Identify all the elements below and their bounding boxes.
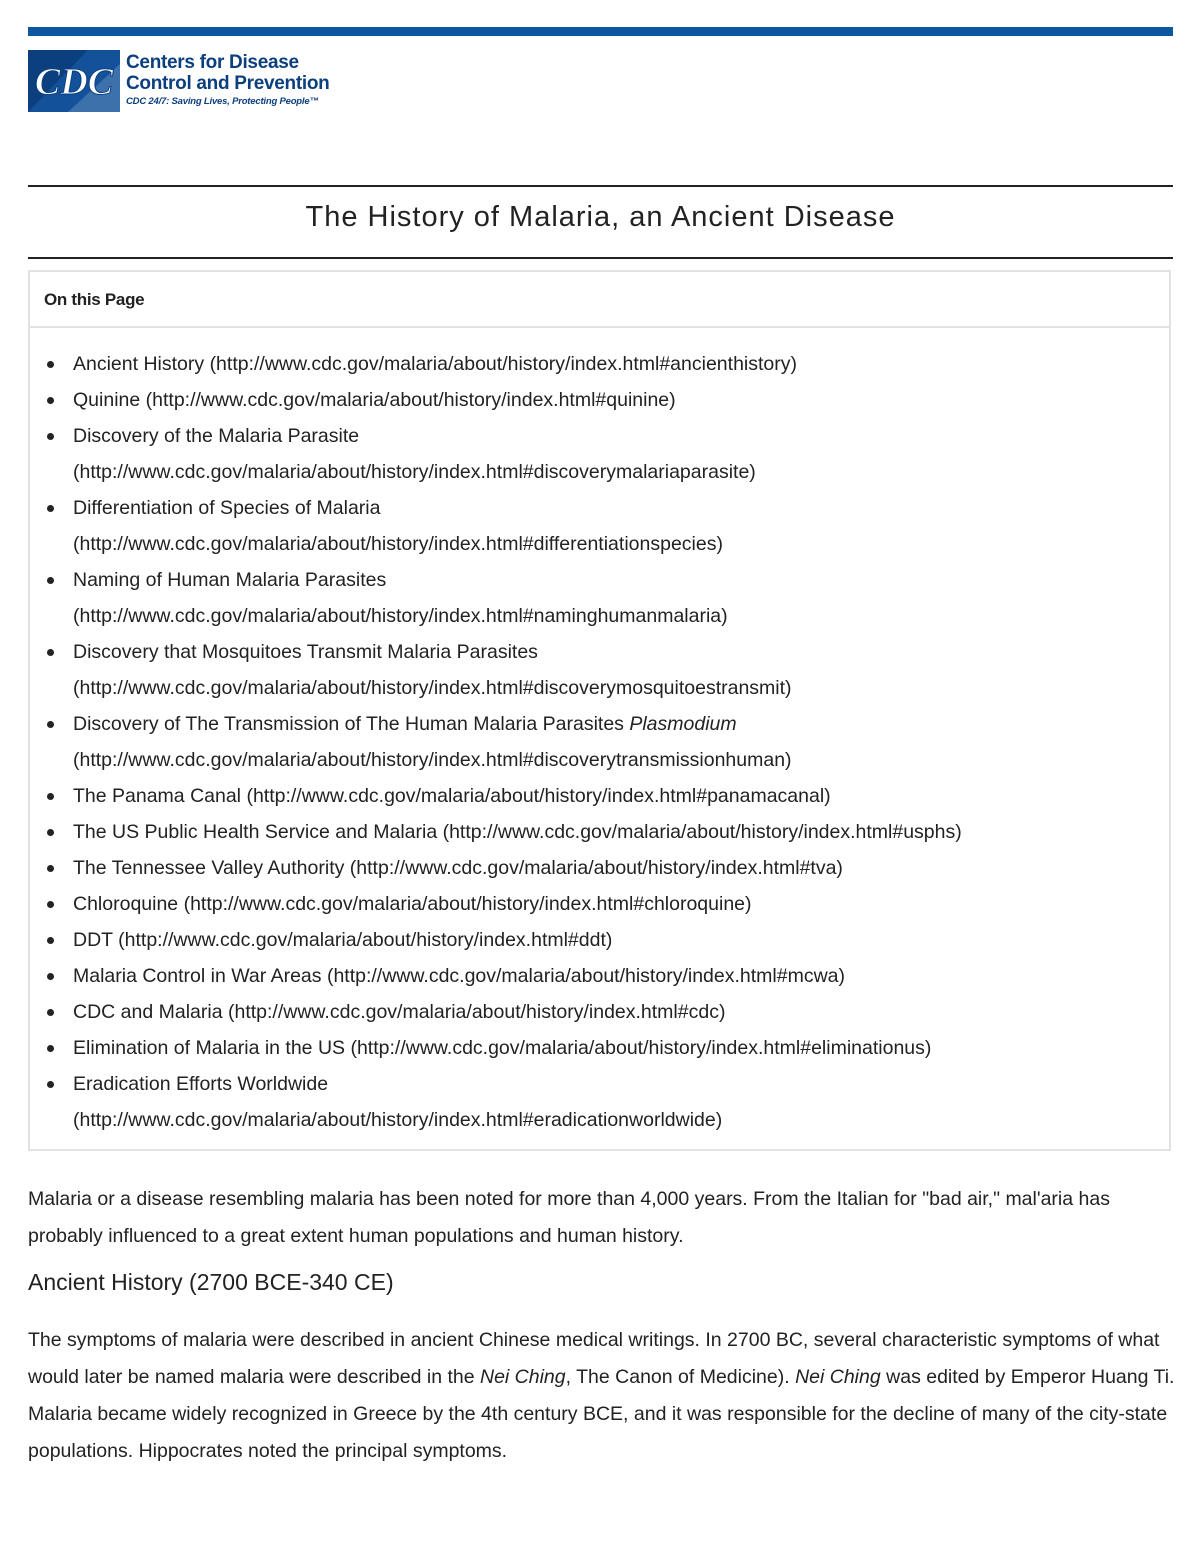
toc-link[interactable]: The Tennessee Valley Authority (http://www.cdc.gov/malaria/about/history/index.html#tva) (73, 857, 843, 879)
ancient-history-paragraph: The symptoms of malaria were described in ancient Chinese medical writings. In 2700 BC, several characteristic symptoms of what would later be named malaria were described in the Nei Ching, The Canon of Medicine). Nei Ching was edited by Emperor Huang Ti. Malaria became widely recognized in Greece by the 4th century BCE, and it was responsible for the decline of many of the city-state populations. Hippocrates noted the principal symptoms. (28, 1329, 1175, 1462)
toc-link[interactable]: Quinine (http://www.cdc.gov/malaria/about/history/index.html#quinine) (73, 389, 676, 411)
toc-item-quinine (30, 382, 1160, 418)
title-rule-bottom (28, 257, 1173, 259)
toc-link[interactable]: Naming of Human Malaria Parasites (http://www.cdc.gov/malaria/about/history/index.html#naminghumanmalaria) (73, 569, 728, 627)
page-title: The History of Malaria, an Ancient Disease (305, 201, 896, 233)
toc-link[interactable]: The Panama Canal (http://www.cdc.gov/malaria/about/history/index.html#panamacanal) (73, 785, 831, 807)
on-this-page-box (28, 270, 1171, 1151)
title-rule-top (28, 185, 1173, 187)
toc-link[interactable]: Chloroquine (http://www.cdc.gov/malaria/about/history/index.html#chloroquine) (73, 893, 752, 915)
toc-item-cdc (30, 994, 1160, 1030)
toc-link[interactable]: Eradication Efforts Worldwide (http://www.cdc.gov/malaria/about/history/index.html#eradicationworldwide) (73, 1073, 723, 1131)
section-heading-ancient-history: Ancient History (2700 BCE-340 CE) (28, 1269, 394, 1295)
top-brand-bar (28, 27, 1173, 36)
toc-item-ancient-history (30, 346, 1160, 382)
toc-item-panama-canal (30, 778, 1160, 814)
toc-link[interactable]: Discovery of the Malaria Parasite (http://www.cdc.gov/malaria/about/history/index.html#discoverymalariaparasite) (73, 425, 756, 483)
cdc-logo-mark (28, 50, 120, 112)
logo-line-2: Control and Prevention (126, 73, 330, 94)
toc-item-discovery-parasite (30, 418, 1160, 490)
toc-item-differentiation-species (30, 490, 1160, 562)
toc-link[interactable]: Malaria Control in War Areas (http://www.cdc.gov/malaria/about/history/index.html#mcwa) (73, 965, 845, 987)
on-this-page-heading: On this Page (30, 272, 1169, 328)
toc-item-ddt (30, 922, 1160, 958)
logo-tagline: CDC 24/7: Saving Lives, Protecting People™ (126, 96, 319, 107)
toc-link[interactable]: The US Public Health Service and Malaria (http://www.cdc.gov/malaria/about/history/index.html#usphs) (73, 821, 962, 843)
cdc-logo[interactable] (28, 50, 329, 112)
toc-item-transmission-human (30, 706, 1160, 778)
toc-item-naming-parasites (30, 562, 1160, 634)
toc-item-mosquitoes-transmit (30, 634, 1160, 706)
toc-link[interactable]: DDT (http://www.cdc.gov/malaria/about/history/index.html#ddt) (73, 929, 613, 951)
toc-item-eradication (30, 1066, 1160, 1138)
toc-link[interactable]: Discovery that Mosquitoes Transmit Malaria Parasites (http://www.cdc.gov/malaria/about/history/index.html#discoverymosquitoestransmit) (73, 641, 792, 699)
toc-item-tva (30, 850, 1160, 886)
toc-item-usphs (30, 814, 1160, 850)
toc-link[interactable]: CDC and Malaria (http://www.cdc.gov/malaria/about/history/index.html#cdc) (73, 1001, 726, 1023)
toc-link[interactable]: Ancient History (http://www.cdc.gov/malaria/about/history/index.html#ancienthistory) (73, 353, 797, 375)
nei-ching-italic-2: Nei Ching (795, 1366, 881, 1388)
intro-paragraph: Malaria or a disease resembling malaria has been noted for more than 4,000 years. From the Italian for "bad air," mal'aria has probably influenced to a great extent human populations and human history. (28, 1188, 1110, 1247)
toc-item-chloroquine (30, 886, 1160, 922)
logo-line-1: Centers for Disease (126, 52, 299, 73)
nei-ching-italic: Nei Ching (480, 1366, 566, 1388)
toc-item-elimination-us (30, 1030, 1160, 1066)
toc-link[interactable]: Elimination of Malaria in the US (http://www.cdc.gov/malaria/about/history/index.html#eliminationus) (73, 1037, 932, 1059)
toc-list (30, 346, 1160, 1138)
toc-link[interactable]: Discovery of The Transmission of The Human Malaria Parasites Plasmodium (http://www.cdc.gov/malaria/about/history/index.html#discoverytransmissionhuman) (73, 713, 792, 771)
toc-item-mcwa (30, 958, 1160, 994)
toc-link[interactable]: Differentiation of Species of Malaria (http://www.cdc.gov/malaria/about/history/index.html#differentiationspecies) (73, 497, 723, 555)
logo-mark-text: CDC (34, 61, 114, 103)
